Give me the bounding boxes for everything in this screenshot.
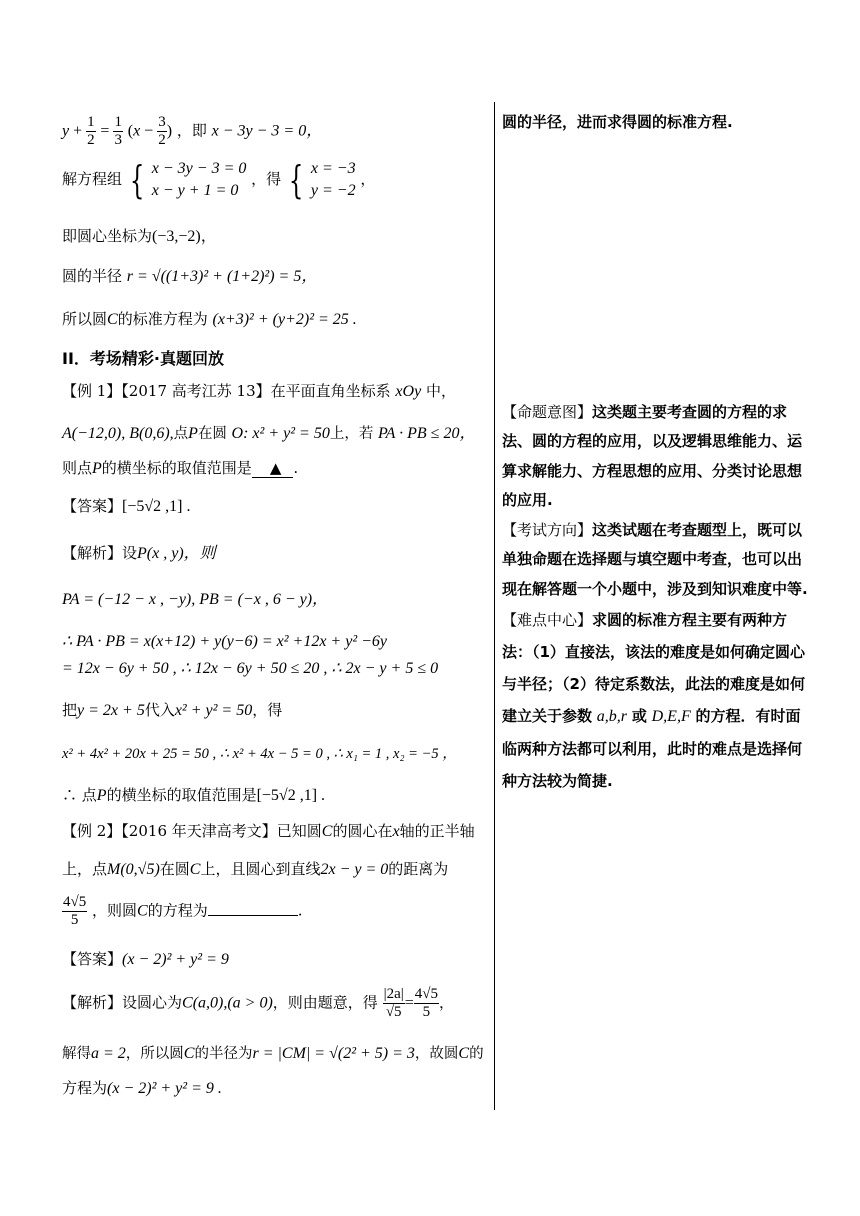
example-1-solution-2: PA = (−12 − x , −y), PB = (−x , 6 − y)， bbox=[62, 591, 329, 608]
column-divider bbox=[494, 102, 495, 1110]
example-1-solution-6: x² + 4x² + 20x + 25 = 50 , ∴ x² + 4x − 5 = 0 , ∴ x₁ = 1 , x₂ = −5 ， bbox=[62, 746, 457, 762]
intent-paragraph: 【命题意图】这类题主要考查圆的方程的求法、圆的方程的应用，以及逻辑思维能力、运算求解能力、方程思想的应用、分类讨论思想的应用. bbox=[502, 402, 803, 509]
example-1-answer: 【答案】[−5√2 ,1] . bbox=[62, 497, 191, 515]
example-2-solution-3: 方程为(x − 2)² + y² = 9 . bbox=[62, 1079, 222, 1097]
difficulty-paragraph: 【难点中心】求圆的标准方程主要有两种方法：（1）直接法，该法的难度是如何确定圆心与半径；（2）待定系数法，此法的难度是如何建立关于参数 a,b,r 或 D,E,F 的方程．有时面临两种方法都可以利用，此时的难点是选择何种方法较为简捷. bbox=[502, 611, 805, 790]
example-1-solution-5: 把y = 2x + 5代入x² + y² = 50，得 bbox=[62, 701, 283, 719]
example-1-solution-1: 【解析】设P(x , y)，则 bbox=[62, 544, 216, 562]
example-2-solution-2: 解得a = 2，所以圆C的半径为r = |CM| = √(2² + 5) = 3，故圆C的 bbox=[62, 1045, 484, 1062]
radius-line: 圆的半径 r = √((1+3)² + (1+2)²) = 5， bbox=[62, 267, 318, 285]
example-2-solution-1: 【解析】设圆心为C(a,0),(a > 0)，则由题意，得 $\frac{|2a|}{√5}$ = $\frac{4√5}{5}$ ， bbox=[62, 986, 455, 1020]
standard-equation-line: 所以圆C的标准方程为 (x+3)² + (y+2)² = 25 . bbox=[62, 310, 357, 328]
answer-blank-2 bbox=[208, 901, 298, 916]
center-coordinates-line: 即圆心坐标为(−3,−2)， bbox=[62, 227, 217, 245]
right-column bbox=[502, 108, 814, 797]
example-1-solution-7: ∴ 点P的横坐标的取值范围是[−5√2 ,1] . bbox=[62, 786, 326, 804]
example-1-solution-4: = 12x − 6y + 50 , ∴ 12x − 6y + 50 ≤ 20 , ∴ 2x − y + 5 ≤ 0 bbox=[62, 660, 439, 677]
equation-line-1: y + $\frac{1}{2}$ = $\frac{1}{3}$ (x − $\frac{3}{2}$ ) ，即 x − 3y − 3 = 0， bbox=[62, 114, 323, 148]
equation-system-line: 解方程组 { x − 3y − 3 = 0 x − y + 1 = 0 ，得 { x = −3 y = −2 ， bbox=[62, 158, 376, 202]
example-1-solution-3: ∴ PA · PB = x(x+12) + y(y−6) = x² +12x + y² −6y bbox=[62, 633, 388, 650]
example-2-answer: 【答案】(x − 2)² + y² = 9 bbox=[62, 950, 229, 968]
example-2-line-2: 上，点M(0,√5)在圆C上，且圆心到直线2x − y = 0的距离为 bbox=[62, 860, 449, 878]
answer-blank: ▲ bbox=[252, 459, 294, 478]
example-1-line-2: A(−12,0), B(0,6),点P在圆 O: x² + y² = 50上，若 PA · PB ≤ 20， bbox=[62, 425, 476, 442]
section-heading: II．考场精彩·真题回放 bbox=[62, 349, 224, 368]
example-2-line-3: $\frac{4√5}{5}$ ，则圆C的方程为 . bbox=[63, 894, 303, 928]
example-2-title: 【例 2】【2016 年天津高考文】已知圆C的圆心在x轴的正半轴 bbox=[62, 822, 475, 840]
example-1-title: 【例 1】【2017 高考江苏 13】在平面直角坐标系 xOy 中， bbox=[62, 382, 456, 400]
direction-paragraph: 【考试方向】这类试题在考查题型上，既可以单独命题在选择题与填空题中考查，也可以出现在解答题一个小题中，涉及到知识难度中等. bbox=[502, 520, 808, 598]
example-1-line-3: 则点P的横坐标的取值范围是 ▲ . bbox=[62, 459, 299, 477]
right-top-text: 圆的半径，进而求得圆的标准方程. bbox=[502, 113, 733, 131]
